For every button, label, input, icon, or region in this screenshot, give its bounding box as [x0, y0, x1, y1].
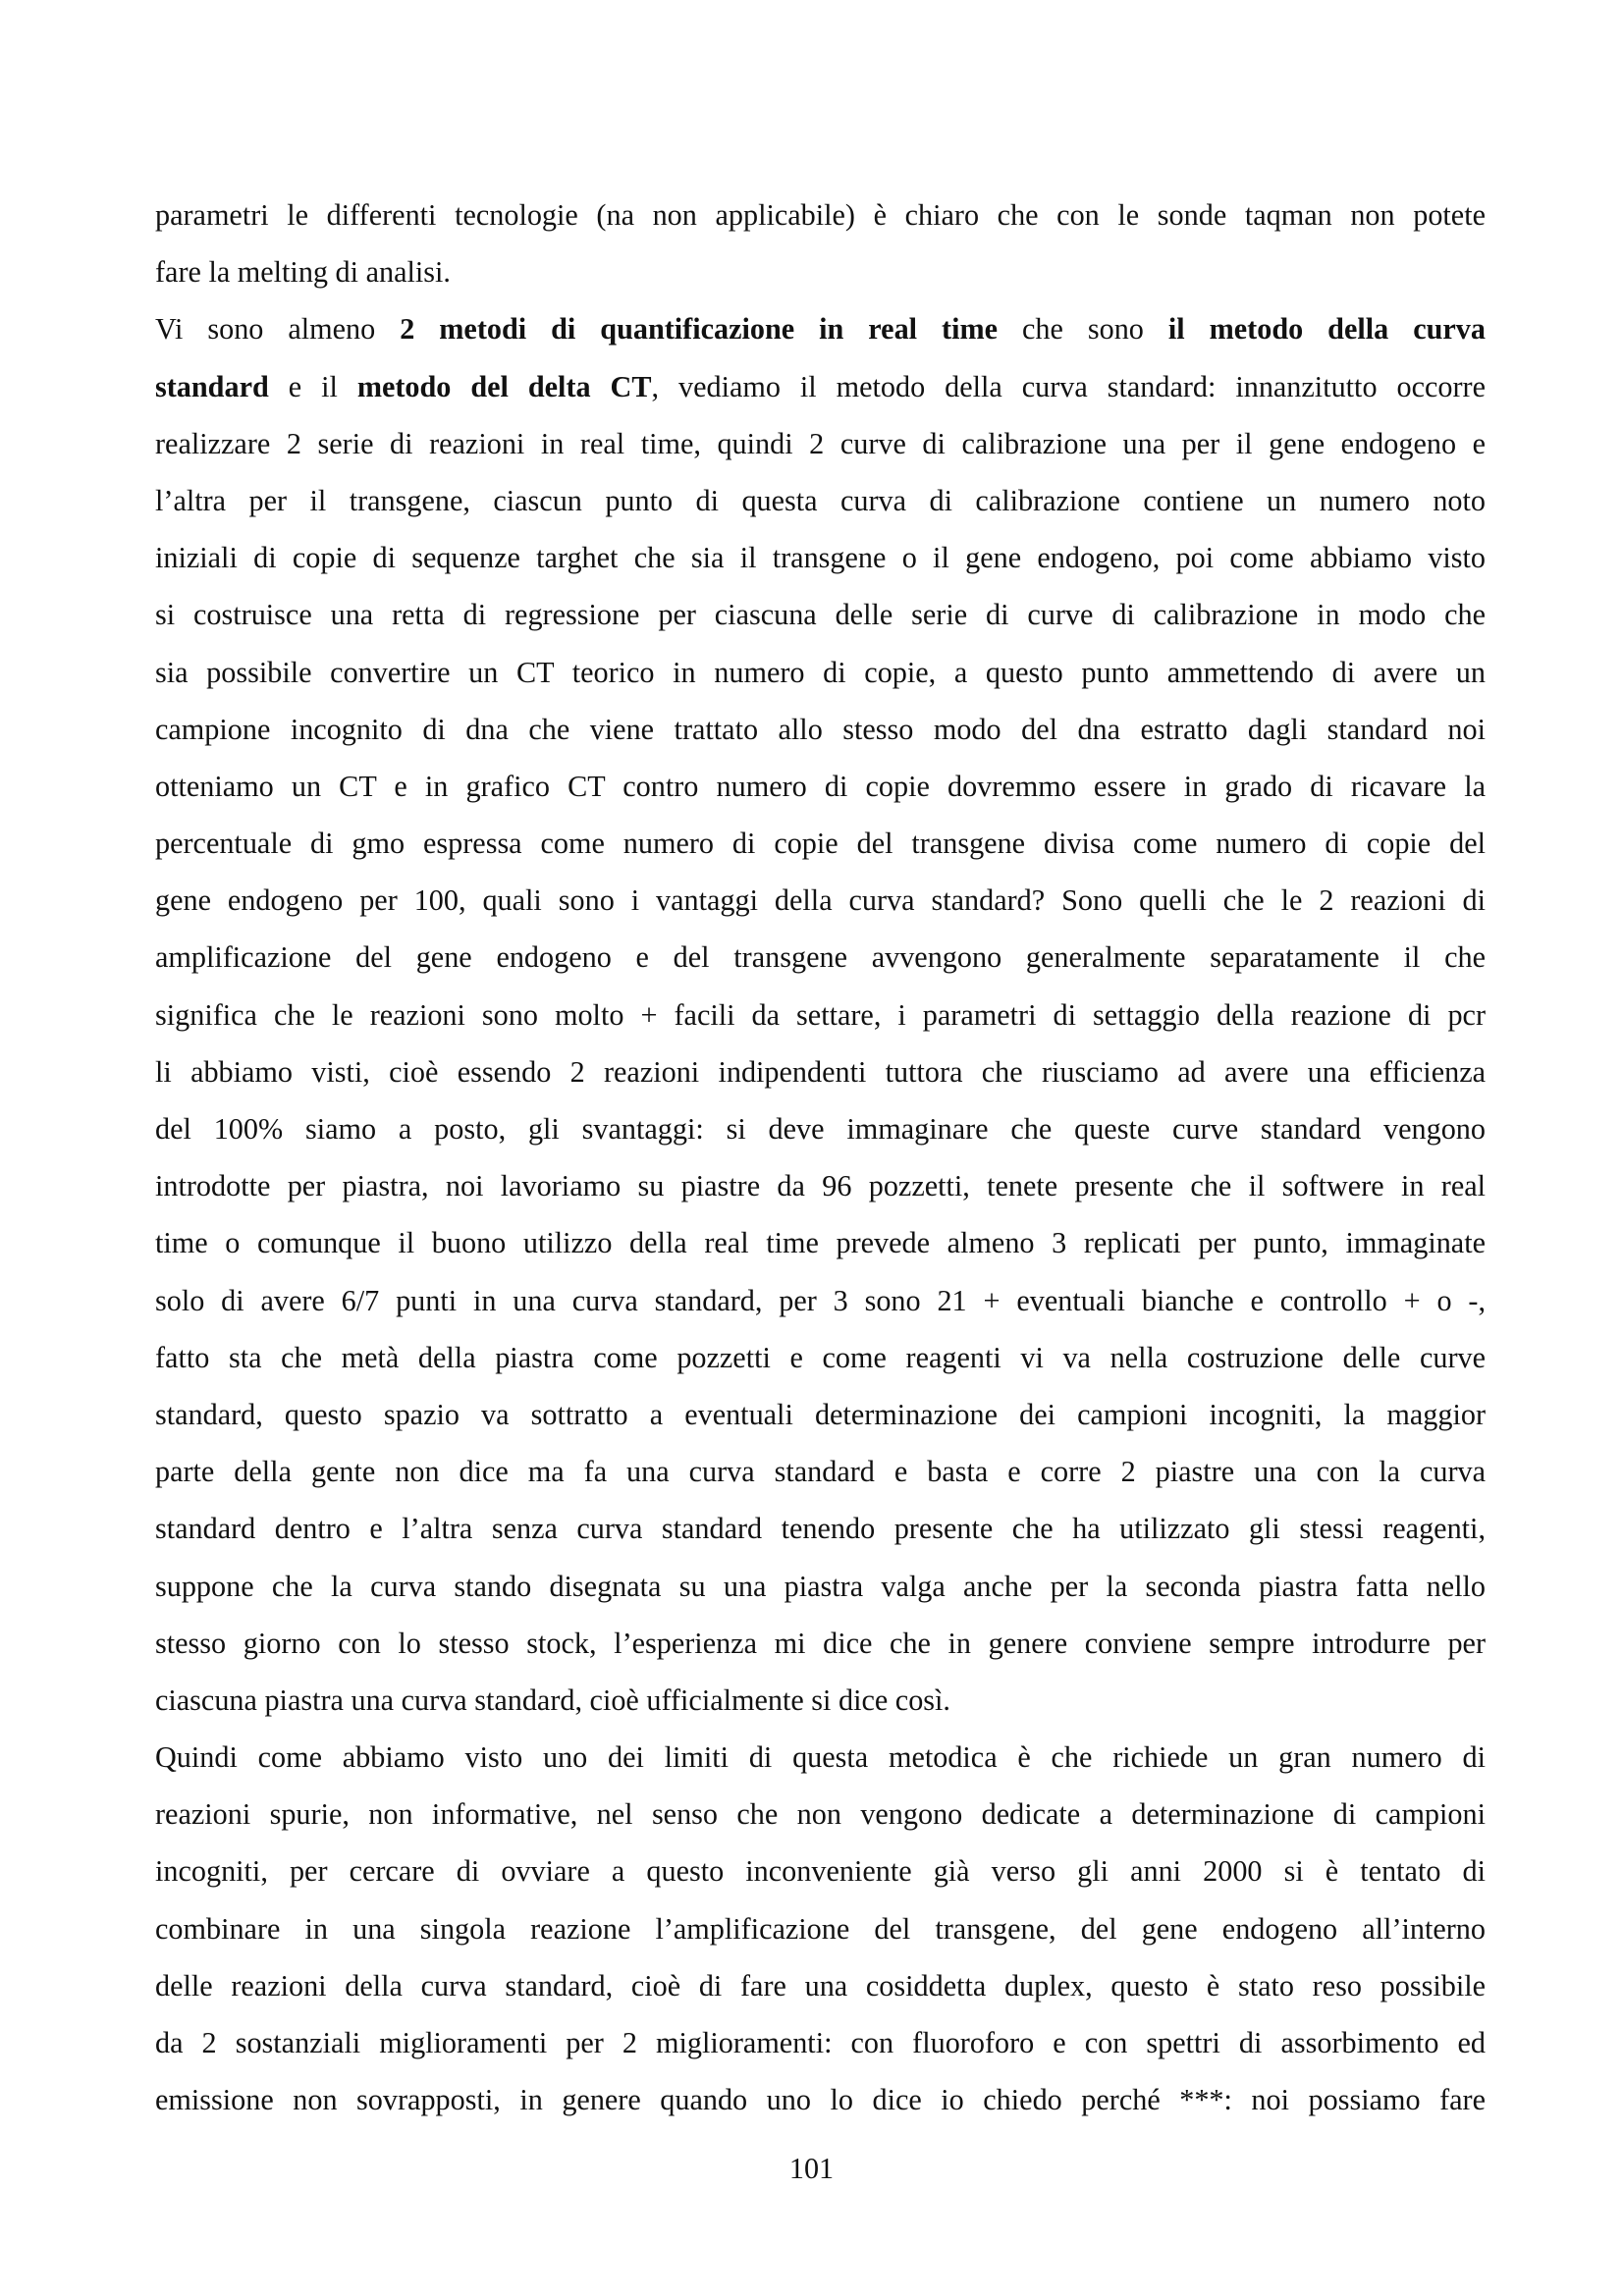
text-segment: otteniamo un CT e in grafico CT contro numero di copie dovremmo essere in grado di ricavare la [155, 769, 1486, 803]
text-segment: parte della gente non dice ma fa una curva standard e basta e corre 2 piastre una con la curva [155, 1455, 1486, 1489]
text-line [155, 1957, 1486, 2014]
text-segment: del 100% siamo a posto, gli svantaggi: si deve immaginare che queste curve standard vengono [155, 1112, 1486, 1146]
bold-text: standard [155, 369, 269, 403]
text-line [155, 1386, 1486, 1443]
text-segment: sia possibile convertire un CT teorico in numero di copie, a questo punto ammettendo di avere un [155, 655, 1486, 689]
text-segment: campione incognito di dna che viene trattato allo stesso modo del dna estratto dagli standard noi [155, 712, 1486, 746]
text-segment: che sono [998, 312, 1168, 347]
text-line [155, 872, 1486, 929]
text-line [155, 2071, 1486, 2128]
text-segment: suppone che la curva stando disegnata su una piastra valga anche per la seconda piastra fatta nello [155, 1569, 1486, 1603]
text-line [155, 529, 1486, 586]
text-line [155, 815, 1486, 872]
text-segment: parametri le differenti tecnologie (na non applicabile) è chiaro che con le sonde taqman non potete [155, 198, 1486, 232]
text-line [155, 1729, 1486, 1786]
text-line [155, 1500, 1486, 1557]
text-segment: l’altra per il transgene, ciascun punto di questa curva di calibrazione contiene un numero noto [155, 483, 1486, 517]
paragraph [155, 1729, 1486, 2128]
text-line [155, 1672, 1486, 1729]
text-segment: combinare in una singola reazione l’amplificazione del transgene, del gene endogeno all’interno [155, 1911, 1486, 1946]
text-line [155, 644, 1486, 701]
text-segment: standard dentro e l’altra senza curva standard tenendo presente che ha utilizzato gli stessi reagenti, [155, 1512, 1486, 1546]
text-line [155, 987, 1486, 1043]
text-segment: , vediamo il metodo della curva standard: innanzitutto occorre [651, 369, 1486, 403]
text-line [155, 187, 1486, 243]
text-line [155, 472, 1486, 529]
text-segment: si costruisce una retta di regressione per ciascuna delle serie di curve di calibrazione in modo che [155, 598, 1486, 632]
paragraph [155, 187, 1486, 300]
text-line [155, 1786, 1486, 1842]
text-segment: incogniti, per cercare di ovviare a questo inconveniente già verso gli anni 2000 si è tentato di [155, 1854, 1486, 1889]
text-line [155, 1558, 1486, 1615]
text-line [155, 1329, 1486, 1386]
text-segment: Vi sono almeno [155, 312, 401, 347]
text-segment: amplificazione del gene endogeno e del transgene avvengono generalmente separatamente il che [155, 940, 1486, 975]
text-segment: stesso giorno con lo stesso stock, l’esperienza mi dice che in genere conviene sempre introdurre per [155, 1626, 1486, 1660]
text-segment: fare la melting di analisi. [155, 255, 451, 290]
body-text [155, 187, 1486, 2128]
text-line [155, 1443, 1486, 1500]
text-segment: e il [268, 369, 357, 403]
text-segment: time o comunque il buono utilizzo della real time prevede almeno 3 replicati per punto, immaginate [155, 1226, 1486, 1260]
text-line [155, 243, 1486, 300]
text-line [155, 929, 1486, 986]
text-line [155, 1100, 1486, 1157]
text-segment: realizzare 2 serie di reazioni in real time, quindi 2 curve di calibrazione una per il gene endogeno e [155, 426, 1486, 460]
text-line [155, 1214, 1486, 1271]
text-segment: emissione non sovrapposti, in genere quando uno lo dice io chiedo perché ***: noi possiamo fare [155, 2083, 1486, 2117]
text-line [155, 701, 1486, 758]
text-line [155, 1043, 1486, 1100]
text-line [155, 358, 1486, 415]
text-line [155, 1615, 1486, 1672]
text-line [155, 758, 1486, 815]
text-line [155, 2014, 1486, 2071]
text-segment: ciascuna piastra una curva standard, cioè ufficialmente si dice così. [155, 1682, 950, 1717]
page-number: 101 [788, 2152, 835, 2185]
text-segment: li abbiamo visti, cioè essendo 2 reazioni indipendenti tuttora che riusciamo ad avere una efficienza [155, 1054, 1486, 1089]
text-line [155, 300, 1486, 357]
text-line [155, 1900, 1486, 1957]
text-line [155, 1157, 1486, 1214]
text-segment: reazioni spurie, non informative, nel senso che non vengono dedicate a determinazione di campioni [155, 1797, 1486, 1832]
text-segment: delle reazioni della curva standard, cioè di fare una cosiddetta duplex, questo è stato reso possibile [155, 1968, 1486, 2002]
text-segment: Quindi come abbiamo visto uno dei limiti di questa metodica è che richiede un gran numero di [155, 1740, 1486, 1775]
text-line [155, 1842, 1486, 1899]
paragraph [155, 300, 1486, 1729]
text-segment: fatto sta che metà della piastra come pozzetti e come reagenti vi va nella costruzione delle curve [155, 1340, 1486, 1374]
text-segment: significa che le reazioni sono molto + facili da settare, i parametri di settaggio della reazione di pcr [155, 997, 1486, 1032]
bold-text: 2 metodi di quantificazione in real time [400, 312, 999, 347]
text-segment: iniziali di copie di sequenze targhet che sia il transgene o il gene endogeno, poi come abbiamo visto [155, 541, 1486, 575]
text-segment: da 2 sostanziali miglioramenti per 2 miglioramenti: con fluoroforo e con spettri di assorbimento ed [155, 2026, 1486, 2059]
bold-text: il metodo della curva [1167, 312, 1486, 347]
text-line [155, 415, 1486, 472]
text-line [155, 1272, 1486, 1329]
text-line [155, 586, 1486, 643]
text-segment: percentuale di gmo espressa come numero di copie del transgene divisa come numero di copie del [155, 827, 1486, 861]
text-segment: solo di avere 6/7 punti in una curva standard, per 3 sono 21 + eventuali bianche e controllo + o -, [155, 1283, 1486, 1317]
bold-text: metodo del delta CT [356, 369, 652, 403]
text-segment: gene endogeno per 100, quali sono i vantaggi della curva standard? Sono quelli che le 2 reazioni di [155, 883, 1486, 918]
text-segment: standard, questo spazio va sottratto a eventuali determinazione dei campioni incogniti, la maggior [155, 1397, 1486, 1431]
text-segment: introdotte per piastra, noi lavoriamo su piastre da 96 pozzetti, tenete presente che il softwere in real [155, 1169, 1486, 1203]
